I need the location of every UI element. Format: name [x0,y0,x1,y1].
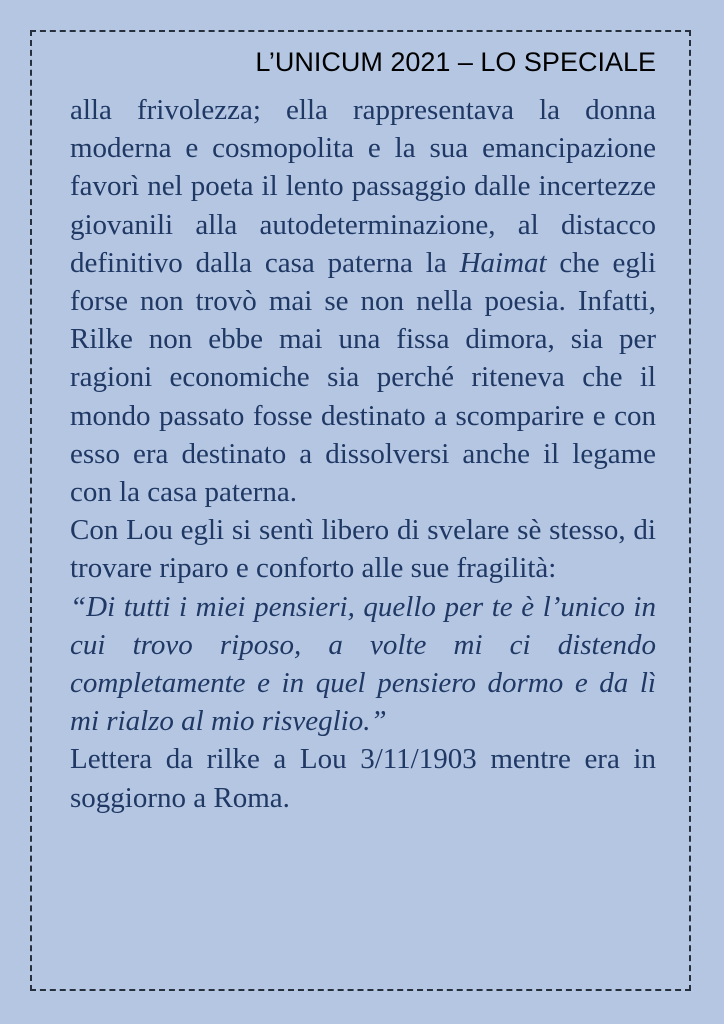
paragraph-2: Con Lou egli si sentì libero di svelare sè stesso, di trovare riparo e conforto alle sue fragilità: [70,514,656,585]
paragraph-1-text-b: che egli forse non trovò mai se non nella poesia. Infatti, Rilke non ebbe mai una fissa dimora, sia per ragioni economiche sia perché riteneva che il mondo passato fosse destinato a scomparire e con esso era destinato a dissolversi anche il legame con la casa paterna. [70,246,657,509]
article-body [70,91,656,817]
page-header: L’UNICUM 2021 – LO SPECIALE [255,47,656,77]
letter-quote: “Di tutti i miei pensieri, quello per te è l’unico in cui trovo riposo, a volte mi ci distendo completamente e in quel pensiero dormo e da lì mi rialzo al mio risveglio.” [70,590,656,738]
quote-attribution: Lettera da rilke a Lou 3/11/1903 mentre era in soggiorno a Roma. [70,743,656,814]
paragraph-1-text-a: alla frivolezza; ella rappresentava la donna moderna e cosmopolita e la sua emancipazione favorì nel poeta il lento passaggio dalle incertezze giovanili alla autodeterminazione, al distacco definitivo dalla casa paterna la [70,94,656,279]
haimat-term: Haimat [459,246,547,279]
paragraph-1 [70,91,656,511]
